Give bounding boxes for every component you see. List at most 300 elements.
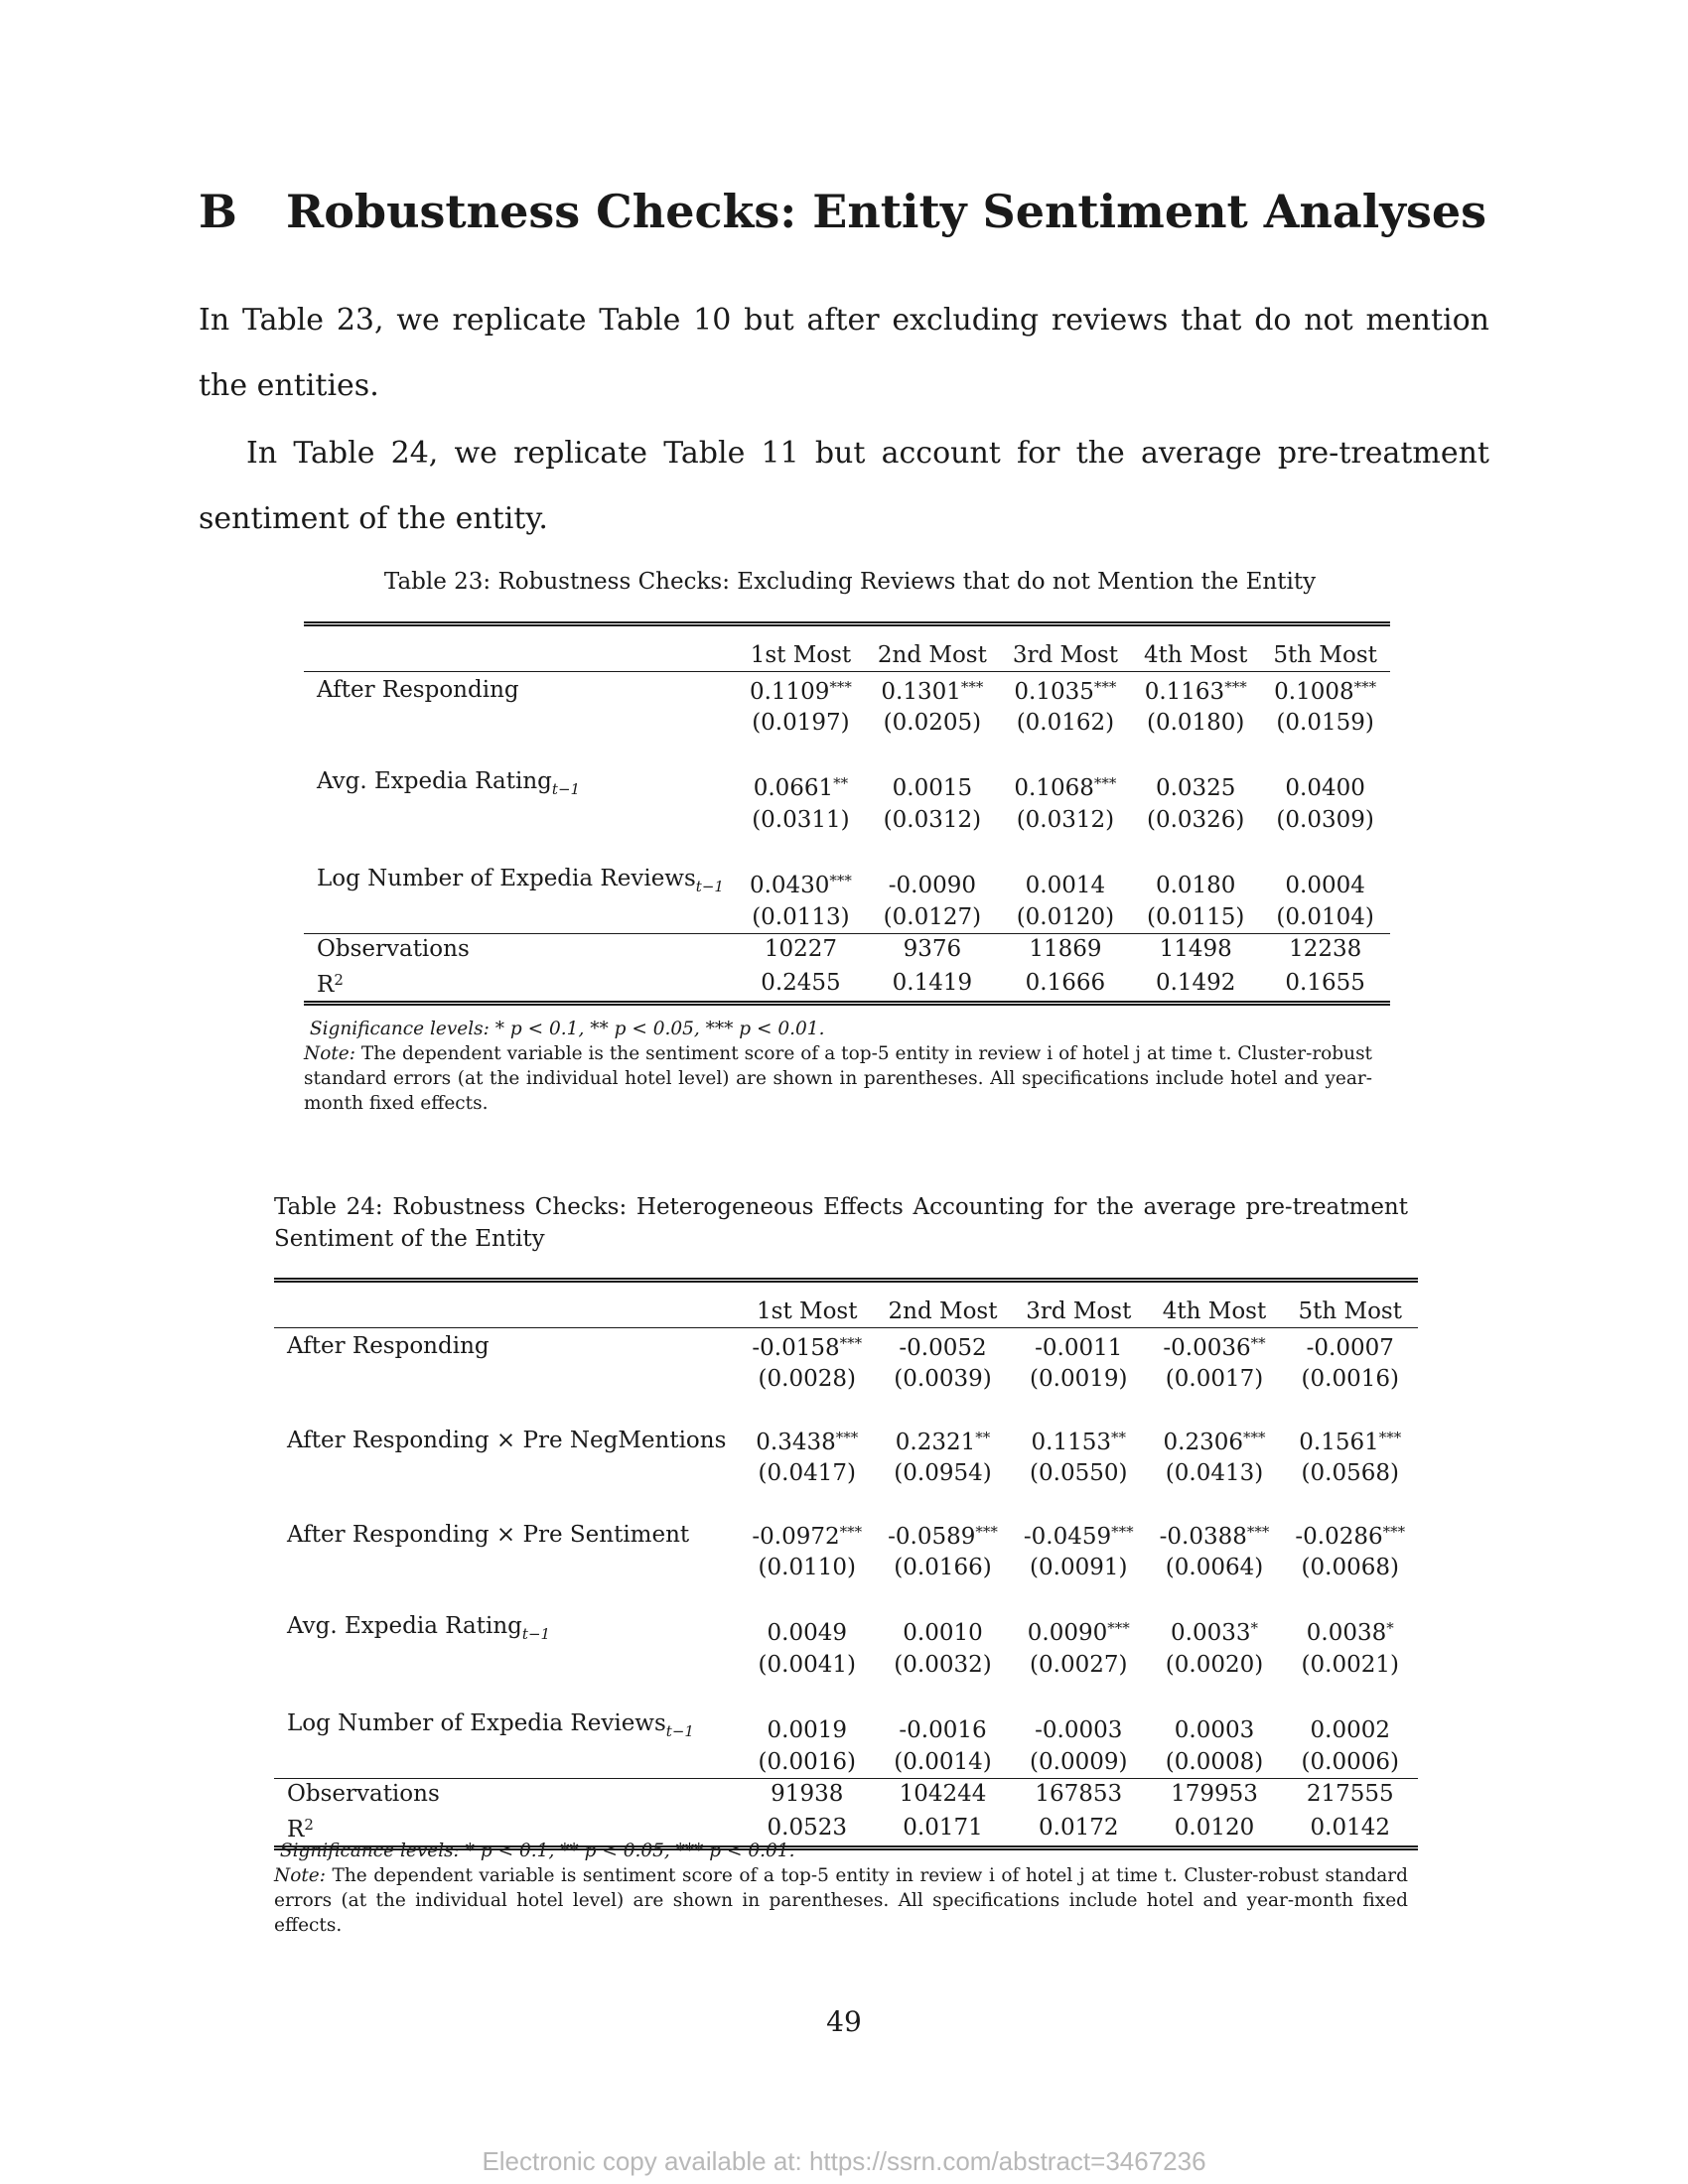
coef-cell [1282, 1708, 1418, 1747]
row-label-text: After Responding × Pre Sentiment [287, 1521, 690, 1548]
se-stub [274, 1747, 739, 1779]
se-row [304, 805, 1390, 836]
se-cell: (0.0417) [758, 1460, 856, 1486]
significance-stars: *** [1378, 1429, 1402, 1446]
coef-value: -0.0459 [1023, 1524, 1112, 1550]
table-note [274, 1863, 1408, 1938]
se-stub [274, 1458, 739, 1489]
se-cell: (0.0197) [752, 710, 850, 736]
table-23-notes [304, 1017, 1372, 1116]
se-cell: (0.0166) [894, 1555, 992, 1580]
observations-cell: 104244 [875, 1779, 1011, 1811]
r2-cell: 0.1492 [1131, 965, 1260, 1004]
gap-cell [1282, 1395, 1418, 1423]
coef-value: 0.1153 [1031, 1430, 1111, 1455]
r2-row [304, 965, 1390, 1004]
row-label [274, 1517, 739, 1553]
row-label-text: Avg. Expedia Rating [317, 768, 552, 794]
observations-cell: 11498 [1131, 934, 1260, 966]
se-cell: (0.0009) [1030, 1749, 1128, 1775]
coef-row [274, 1517, 1418, 1553]
spacer-cell [274, 1281, 739, 1297]
row-gap [274, 1583, 1418, 1611]
coef-value: 0.1163 [1144, 679, 1225, 705]
row-label-subscript: t−1 [521, 1625, 551, 1643]
row-label [274, 1328, 739, 1365]
significance-stars: *** [1111, 1523, 1134, 1541]
significance-stars: *** [1382, 1523, 1406, 1541]
significance-stars: *** [839, 1523, 863, 1541]
se-row [274, 1650, 1418, 1681]
se-cell: (0.0104) [1276, 904, 1374, 930]
se-cell: (0.0110) [758, 1555, 856, 1580]
sig-label: Significance levels: [279, 1841, 460, 1861]
bottom-space-cell [304, 1004, 1390, 1013]
coef-value: 0.0180 [1155, 872, 1236, 898]
significance-stars: *** [1093, 678, 1117, 696]
coef-cell [865, 864, 1000, 902]
gap-cell [875, 1395, 1011, 1423]
top-rule [274, 1281, 1418, 1297]
column-header: 2nd Most [877, 642, 987, 668]
coef-value: 0.1109 [749, 679, 830, 705]
significance-stars: ** [1111, 1429, 1126, 1446]
coef-value: 0.0015 [892, 774, 973, 801]
gap-cell [737, 739, 865, 766]
se-row [304, 708, 1390, 739]
se-row [274, 1747, 1418, 1779]
coef-value: -0.0589 [888, 1524, 976, 1550]
spacer-cell [737, 624, 865, 641]
top-rule [304, 624, 1390, 641]
observations-cell: 91938 [739, 1779, 875, 1811]
gap-cell [1011, 1681, 1147, 1708]
gap-cell [1000, 739, 1131, 766]
coef-cell [875, 1328, 1011, 1365]
row-label-subscript: t−1 [551, 780, 581, 798]
coef-value: -0.0016 [899, 1716, 987, 1743]
observations-cell: 179953 [1147, 1779, 1283, 1811]
se-cell: (0.0113) [752, 904, 850, 930]
significance-stars: *** [1224, 678, 1247, 696]
spacer-cell [1000, 624, 1131, 641]
gap-cell [274, 1395, 739, 1423]
r2-cell: 0.0120 [1147, 1810, 1283, 1848]
gap-cell [1147, 1681, 1283, 1708]
se-cell: (0.0312) [883, 807, 982, 833]
se-cell: (0.0017) [1165, 1366, 1264, 1392]
coef-value: -0.0011 [1035, 1335, 1123, 1361]
coef-value: 0.1008 [1274, 679, 1354, 705]
coef-value: -0.0158 [752, 1335, 840, 1361]
gap-cell [1147, 1489, 1283, 1517]
se-cell: (0.0027) [1030, 1652, 1128, 1678]
coef-value: 0.0325 [1155, 774, 1236, 801]
coef-cell [1000, 672, 1131, 709]
gap-cell [1260, 836, 1389, 864]
coef-cell [1131, 672, 1260, 709]
observations-cell: 10227 [737, 934, 865, 966]
gap-cell [1131, 836, 1260, 864]
coef-cell [1131, 864, 1260, 902]
coef-cell [737, 672, 865, 709]
se-cell: (0.0039) [894, 1366, 992, 1392]
row-label [274, 1611, 739, 1650]
spacer-cell [1282, 1281, 1418, 1297]
gap-cell [1282, 1681, 1418, 1708]
significance-stars: *** [839, 1334, 863, 1352]
coef-cell [1000, 864, 1131, 902]
gap-cell [1282, 1583, 1418, 1611]
coef-value: 0.1035 [1014, 679, 1094, 705]
r2-cell: 0.0523 [739, 1810, 875, 1848]
se-cell: (0.0019) [1030, 1366, 1128, 1392]
spacer-cell [875, 1281, 1011, 1297]
r2-cell: 0.0171 [875, 1810, 1011, 1848]
coef-value: 0.2321 [895, 1430, 976, 1455]
ssrn-footer: Electronic copy available at: https://ssrn.com/abstract=3467236 [482, 2146, 1206, 2176]
coef-value: 0.0038 [1306, 1619, 1387, 1646]
se-cell: (0.0006) [1301, 1749, 1399, 1775]
row-label-text: After Responding [317, 676, 519, 703]
table-23 [304, 621, 1390, 1012]
coef-value: -0.0036 [1163, 1335, 1251, 1361]
coef-cell [1260, 864, 1389, 902]
r2-label-text: R [287, 1817, 305, 1843]
coef-cell [1260, 766, 1389, 805]
table-23-caption: Table 23: Robustness Checks: Excluding Reviews that do not Mention the Entity [383, 569, 1317, 595]
observations-cell: 9376 [865, 934, 1000, 966]
row-label-text: Log Number of Expedia Reviews [287, 1710, 666, 1736]
row-gap [274, 1681, 1418, 1708]
gap-cell [739, 1489, 875, 1517]
se-cell: (0.0115) [1146, 904, 1245, 930]
significance-stars: ** [833, 773, 849, 792]
r2-cell: 0.0172 [1011, 1810, 1147, 1848]
coef-value: 0.1068 [1014, 774, 1094, 801]
se-cell: (0.0008) [1165, 1749, 1264, 1775]
se-cell: (0.0312) [1016, 807, 1115, 833]
se-cell: (0.0180) [1146, 710, 1245, 736]
bottom-space [304, 1004, 1390, 1013]
se-row [274, 1553, 1418, 1583]
observations-row [274, 1779, 1418, 1811]
coef-cell [865, 766, 1000, 805]
se-cell: (0.0162) [1016, 710, 1115, 736]
coef-cell [1147, 1611, 1283, 1650]
r2-superscript: 2 [334, 971, 344, 989]
se-cell: (0.0016) [758, 1749, 856, 1775]
spacer-cell [1011, 1281, 1147, 1297]
significance-stars: *** [835, 1429, 859, 1446]
coef-row [274, 1423, 1418, 1458]
gap-cell [739, 1583, 875, 1611]
coef-cell [739, 1708, 875, 1747]
coef-value: 0.0430 [749, 872, 830, 898]
gap-cell [739, 1681, 875, 1708]
table-24-notes [274, 1839, 1408, 1938]
row-gap [304, 739, 1390, 766]
table-24 [274, 1278, 1418, 1856]
observations-cell: 12238 [1260, 934, 1389, 966]
row-label [304, 864, 737, 902]
significance-stars: *** [1353, 678, 1377, 696]
column-header: 2nd Most [888, 1298, 998, 1324]
se-cell: (0.0020) [1165, 1652, 1264, 1678]
se-cell: (0.0311) [752, 807, 850, 833]
gap-cell [875, 1583, 1011, 1611]
se-cell: (0.0205) [883, 710, 982, 736]
coef-cell [1011, 1611, 1147, 1650]
column-header: 1st Most [757, 1298, 858, 1324]
table-24-caption: Table 24: Robustness Checks: Heterogeneous Effects Accounting for the average pre-treatment Sentiment of the Entity [274, 1194, 1408, 1252]
coef-value: 0.0090 [1027, 1619, 1108, 1646]
se-cell: (0.0127) [883, 904, 982, 930]
row-gap [274, 1489, 1418, 1517]
spacer-cell [1147, 1281, 1283, 1297]
coef-cell [1011, 1423, 1147, 1458]
coef-value: -0.0286 [1295, 1524, 1383, 1550]
column-header: 1st Most [750, 642, 852, 668]
r2-cell: 0.0142 [1282, 1810, 1418, 1848]
r2-superscript: 2 [304, 1816, 314, 1834]
row-label-text: After Responding [287, 1332, 490, 1359]
r2-cell: 0.2455 [737, 965, 865, 1004]
significance-stars: *** [960, 678, 984, 696]
paragraph-2: In Table 24, we replicate Table 11 but account for the average pre-treatment sentiment of the entity. [199, 436, 1489, 536]
gap-cell [1147, 1395, 1283, 1423]
gap-cell [304, 836, 737, 864]
coef-value: 0.0003 [1174, 1716, 1255, 1743]
sig-label: Significance levels: [309, 1019, 490, 1039]
row-label-subscript: t−1 [665, 1722, 694, 1740]
section-title [199, 185, 1486, 238]
se-cell: (0.0091) [1030, 1555, 1128, 1580]
gap-cell [737, 836, 865, 864]
coef-value: 0.3438 [756, 1430, 836, 1455]
significance-stars: * [1250, 1618, 1258, 1637]
r2-cell: 0.1655 [1260, 965, 1389, 1004]
coef-cell [739, 1517, 875, 1553]
sig-text: * p < 0.1, ** p < 0.05, *** p < 0.01. [465, 1841, 795, 1861]
coef-value: -0.0388 [1159, 1524, 1247, 1550]
significance-stars: *** [829, 871, 852, 889]
coef-value: 0.2306 [1163, 1430, 1243, 1455]
coef-cell [875, 1423, 1011, 1458]
coef-row [304, 864, 1390, 902]
se-cell: (0.0028) [758, 1366, 856, 1392]
coef-cell [865, 672, 1000, 709]
header-stub [304, 640, 737, 672]
observations-row [304, 934, 1390, 966]
coef-value: -0.0090 [888, 872, 977, 898]
row-label-text: Avg. Expedia Rating [287, 1613, 522, 1639]
gap-cell [875, 1489, 1011, 1517]
row-gap [274, 1395, 1418, 1423]
significance-levels [274, 1839, 1408, 1863]
row-label-text: After Responding × Pre NegMentions [287, 1427, 727, 1453]
se-stub [274, 1650, 739, 1681]
coef-cell [1282, 1517, 1418, 1553]
se-cell: (0.0032) [894, 1652, 992, 1678]
spacer-cell [304, 624, 737, 641]
coef-value: -0.0007 [1306, 1335, 1394, 1361]
r2-label-text: R [317, 972, 335, 998]
significance-levels [304, 1017, 1372, 1041]
coef-cell [739, 1423, 875, 1458]
sig-text: * p < 0.1, ** p < 0.05, *** p < 0.01. [494, 1019, 825, 1039]
spacer-cell [1131, 624, 1260, 641]
gap-cell [1011, 1395, 1147, 1423]
significance-stars: *** [1246, 1523, 1270, 1541]
column-header: 4th Most [1143, 642, 1248, 668]
row-label [274, 1423, 739, 1458]
page-number: 49 [826, 2005, 862, 2038]
note-text: The dependent variable is the sentiment score of a top-5 entity in review i of hotel j at time t. Cluster-robust standard errors (at the individual hotel level) are shown in parentheses. All specifications include hotel and year-month fixed effects. [304, 1043, 1372, 1114]
se-cell: (0.0064) [1165, 1555, 1264, 1580]
column-header: 5th Most [1273, 642, 1377, 668]
se-stub [274, 1553, 739, 1583]
gap-cell [1147, 1583, 1283, 1611]
se-stub [274, 1364, 739, 1395]
coef-cell [1282, 1423, 1418, 1458]
coef-value: 0.0004 [1285, 872, 1365, 898]
coef-value: -0.0003 [1035, 1716, 1123, 1743]
r2-label [304, 965, 737, 1004]
gap-cell [739, 1395, 875, 1423]
column-header: 3rd Most [1012, 642, 1118, 668]
note-text: The dependent variable is sentiment score of a top-5 entity in review i of hotel j at time t. Cluster-robust standard errors (at the individual hotel level) are shown in parentheses. All specifications include hotel and year-month fixed effects. [274, 1865, 1408, 1936]
spacer-cell [1260, 624, 1389, 641]
gap-cell [1000, 836, 1131, 864]
gap-cell [875, 1681, 1011, 1708]
coef-cell [875, 1517, 1011, 1553]
coef-row [274, 1708, 1418, 1747]
coef-row [274, 1611, 1418, 1650]
row-label [304, 672, 737, 709]
coef-value: 0.0019 [767, 1716, 847, 1743]
coef-row [304, 766, 1390, 805]
coef-value: 0.0400 [1285, 774, 1365, 801]
coef-value: 0.0049 [767, 1619, 847, 1646]
se-stub [304, 708, 737, 739]
se-cell: (0.0016) [1301, 1366, 1399, 1392]
coef-cell [739, 1328, 875, 1365]
coef-cell [1011, 1517, 1147, 1553]
se-stub [304, 805, 737, 836]
coef-cell [1260, 672, 1389, 709]
gap-cell [1011, 1489, 1147, 1517]
significance-stars: *** [829, 678, 852, 696]
coef-cell [1131, 766, 1260, 805]
row-label [274, 1708, 739, 1747]
significance-stars: *** [975, 1523, 998, 1541]
observations-cell: 11869 [1000, 934, 1131, 966]
coef-value: 0.1561 [1299, 1430, 1379, 1455]
coef-value: 0.1301 [881, 679, 961, 705]
gap-cell [274, 1489, 739, 1517]
header-row [274, 1297, 1418, 1328]
significance-stars: *** [1243, 1429, 1266, 1446]
se-cell: (0.0014) [894, 1749, 992, 1775]
se-cell: (0.0159) [1276, 710, 1374, 736]
coef-cell [737, 766, 865, 805]
coef-cell [739, 1611, 875, 1650]
significance-stars: *** [1107, 1618, 1130, 1637]
significance-stars: ** [975, 1429, 991, 1446]
coef-row [274, 1328, 1418, 1365]
se-row [304, 902, 1390, 934]
coef-cell [1147, 1423, 1283, 1458]
row-gap [304, 836, 1390, 864]
section-number: B [199, 185, 237, 238]
column-header: 4th Most [1162, 1298, 1267, 1324]
significance-stars: ** [1250, 1334, 1266, 1352]
coef-value: -0.0052 [899, 1335, 987, 1361]
gap-cell [304, 739, 737, 766]
coef-cell [1011, 1708, 1147, 1747]
coef-cell [1147, 1708, 1283, 1747]
se-cell: (0.0021) [1301, 1652, 1399, 1678]
header-stub [274, 1297, 739, 1328]
observations-label: Observations [274, 1779, 739, 1811]
spacer-cell [865, 624, 1000, 641]
gap-cell [274, 1681, 739, 1708]
significance-stars: * [1386, 1618, 1394, 1637]
se-cell: (0.0550) [1030, 1460, 1128, 1486]
coef-value: 0.0661 [753, 774, 834, 801]
coef-cell [875, 1708, 1011, 1747]
gap-cell [1282, 1489, 1418, 1517]
se-stub [304, 902, 737, 934]
note-label: Note: [274, 1865, 326, 1886]
gap-cell [274, 1583, 739, 1611]
coef-cell [737, 864, 865, 902]
header-row [304, 640, 1390, 672]
coef-cell [1282, 1611, 1418, 1650]
coef-cell [1147, 1328, 1283, 1365]
se-cell: (0.0326) [1146, 807, 1245, 833]
coef-cell [1011, 1328, 1147, 1365]
coef-value: 0.0010 [903, 1619, 983, 1646]
se-cell: (0.0068) [1301, 1555, 1399, 1580]
observations-cell: 167853 [1011, 1779, 1147, 1811]
note-label: Note: [304, 1043, 355, 1064]
section-title-text: Robustness Checks: Entity Sentiment Analyses [286, 185, 1487, 238]
gap-cell [1131, 739, 1260, 766]
coef-value: 0.0033 [1171, 1619, 1251, 1646]
gap-cell [865, 739, 1000, 766]
spacer-cell [739, 1281, 875, 1297]
gap-cell [1260, 739, 1389, 766]
row-label [304, 766, 737, 805]
column-header: 3rd Most [1026, 1298, 1132, 1324]
gap-cell [865, 836, 1000, 864]
coef-cell [1147, 1517, 1283, 1553]
coef-cell [1282, 1328, 1418, 1365]
se-cell: (0.0041) [758, 1652, 856, 1678]
row-label-subscript: t−1 [695, 878, 724, 895]
se-row [274, 1458, 1418, 1489]
column-header: 5th Most [1298, 1298, 1402, 1324]
paragraph-1: In Table 23, we replicate Table 10 but after excluding reviews that do not mention the entities. [199, 303, 1489, 403]
se-cell: (0.0120) [1016, 904, 1115, 930]
se-row [274, 1364, 1418, 1395]
coef-value: 0.0002 [1310, 1716, 1390, 1743]
coef-cell [1000, 766, 1131, 805]
coef-row [304, 672, 1390, 709]
observations-label: Observations [304, 934, 737, 966]
